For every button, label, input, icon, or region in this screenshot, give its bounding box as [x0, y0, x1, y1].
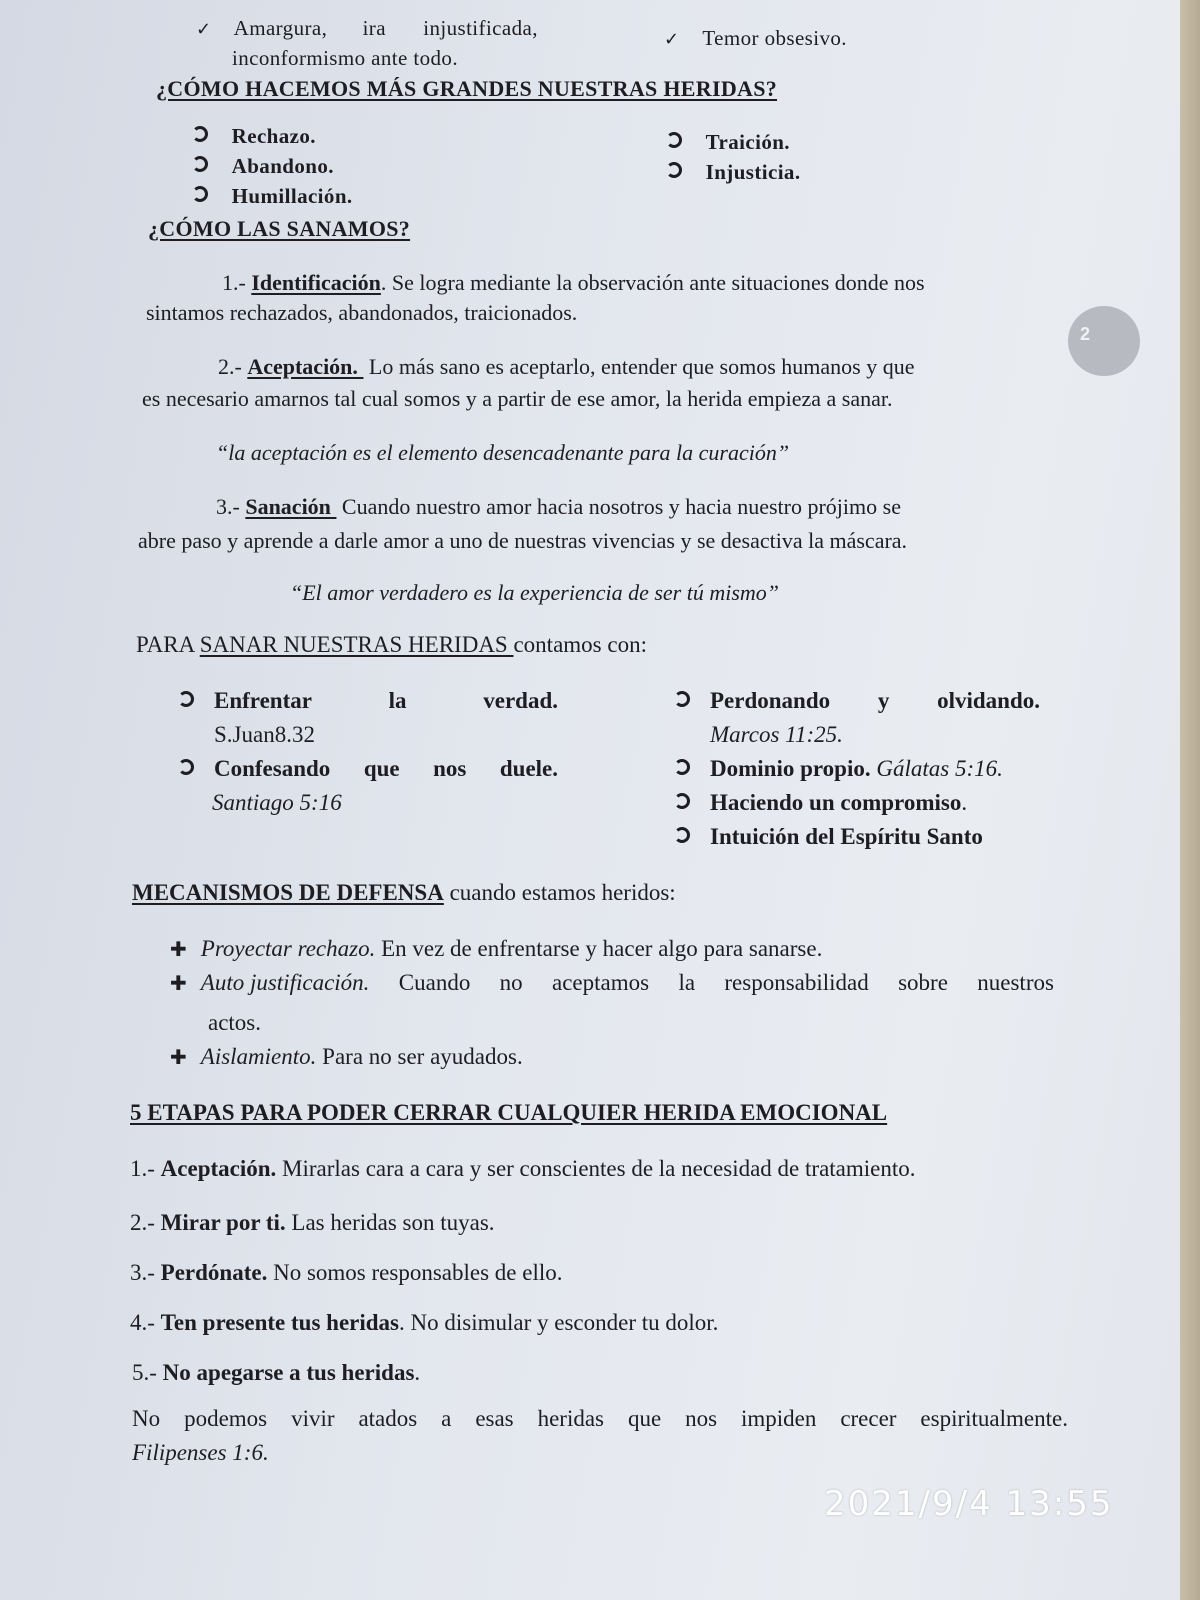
section-heal-title: ¿CÓMO LAS SANAMOS? — [148, 216, 411, 241]
count-right-item-4: Intuición del Espíritu Santo — [674, 824, 983, 850]
intro-item-1-line2: inconformismo ante todo. — [232, 46, 458, 70]
arrow-bullet-icon — [674, 827, 690, 843]
grow-item: Traición. — [666, 130, 790, 155]
arrow-bullet-icon — [192, 186, 208, 202]
heal-step-3-cont: abre paso y aprende a darle amor a uno de nuestras vivencias y se desactiva la máscara. — [138, 528, 908, 553]
page-number-badge: 2 — [1068, 306, 1140, 376]
section-grow-title: ¿CÓMO HACEMOS MÁS GRANDES NUESTRAS HERIDAS? — [156, 76, 778, 101]
grow-item: Humillación. — [192, 184, 353, 209]
arrow-bullet-icon — [178, 691, 194, 707]
stage-item-5: 5.- No apegarse a tus heridas. — [132, 1360, 421, 1385]
stages-closing-ref: Filipenses 1:6. — [132, 1440, 269, 1465]
arrow-bullet-icon — [674, 793, 690, 809]
arrow-bullet-icon — [666, 132, 682, 148]
cross-bullet-icon: ✚ — [170, 971, 187, 995]
quote-love: “El amor verdadero es la experiencia de ser tú mismo” — [290, 580, 780, 605]
count-left-item-2: Confesando que nos duele. — [178, 756, 558, 782]
cross-bullet-icon: ✚ — [170, 937, 187, 961]
checkmark-icon: ✓ — [196, 19, 212, 40]
count-right-item-3: Haciendo un compromiso. — [674, 790, 967, 816]
heal-step-2-cont: es necesario amarnos tal cual somos y a partir de ese amor, la herida empieza a sanar. — [142, 386, 893, 411]
heal-step-1-cont: sintamos rechazados, abandonados, traicionados. — [146, 300, 578, 325]
grow-item: Rechazo. — [192, 124, 316, 149]
heal-step-3: 3.- Sanación Cuando nuestro amor hacia nosotros y hacia nuestro prójimo se — [216, 494, 901, 519]
photo-timestamp: 2021/9/4 13:55 — [824, 1484, 1114, 1524]
count-left-ref-2: Santiago 5:16 — [212, 790, 342, 815]
stage-item-4: 4.- Ten presente tus heridas. No disimular y esconder tu dolor. — [130, 1310, 719, 1335]
heal-step-2: 2.- Aceptación. Lo más sano es aceptarlo, entender que somos humanos y que — [218, 354, 915, 379]
count-right-item-1: Perdonando y olvidando. — [674, 688, 1040, 714]
heal-step-1: 1.- Identificación. Se logra mediante la observación ante situaciones donde nos — [222, 270, 925, 295]
defense-item-2-cont: actos. — [208, 1010, 262, 1035]
grow-item: Abandono. — [192, 154, 334, 179]
checkmark-icon: ✓ — [664, 29, 680, 50]
arrow-bullet-icon — [674, 691, 690, 707]
cross-bullet-icon: ✚ — [170, 1045, 187, 1069]
stage-item-2: 2.- Mirar por ti. Las heridas son tuyas. — [130, 1210, 495, 1235]
defense-item-3: ✚ Aislamiento. Para no ser ayudados. — [170, 1044, 523, 1069]
count-right-ref-1: Marcos 11:25. — [710, 722, 843, 747]
quote-acceptance: “la aceptación es el elemento desencadenante para la curación” — [216, 440, 790, 465]
arrow-bullet-icon — [178, 759, 194, 775]
stage-item-1: 1.- Aceptación. Mirarlas cara a cara y ser conscientes de la necesidad de tratamiento. — [130, 1156, 916, 1181]
arrow-bullet-icon — [192, 126, 208, 142]
stage-item-3: 3.- Perdónate. No somos responsables de ello. — [130, 1260, 563, 1285]
intro-item-1: ✓ Amargura, ira injustificada, — [196, 16, 538, 40]
arrow-bullet-icon — [666, 162, 682, 178]
page-edge — [1180, 0, 1200, 1600]
arrow-bullet-icon — [674, 759, 690, 775]
section-stages-title: 5 ETAPAS PARA PODER CERRAR CUALQUIER HERIDA EMOCIONAL — [130, 1100, 888, 1125]
count-right-item-2: Dominio propio. Gálatas 5:16. — [674, 756, 1003, 782]
stages-closing: No podemos vivir atados a esas heridas que nos impiden crecer espiritualmente. — [132, 1406, 1068, 1431]
section-count-heading: PARA SANAR NUESTRAS HERIDAS contamos con: — [136, 632, 647, 657]
intro-item-2: ✓ Temor obsesivo. — [664, 26, 847, 50]
arrow-bullet-icon — [192, 156, 208, 172]
count-left-item-1: Enfrentar la verdad. — [178, 688, 558, 714]
grow-item: Injusticia. — [666, 160, 801, 185]
defense-item-1: ✚ Proyectar rechazo. En vez de enfrentarse y hacer algo para sanarse. — [170, 936, 823, 961]
defense-item-2: ✚ Auto justificación. Cuando no aceptamos la responsabilidad sobre nuestros — [170, 970, 1054, 995]
count-left-ref-1: S.Juan8.32 — [214, 722, 315, 747]
section-defense-heading: MECANISMOS DE DEFENSA cuando estamos heridos: — [132, 880, 676, 905]
